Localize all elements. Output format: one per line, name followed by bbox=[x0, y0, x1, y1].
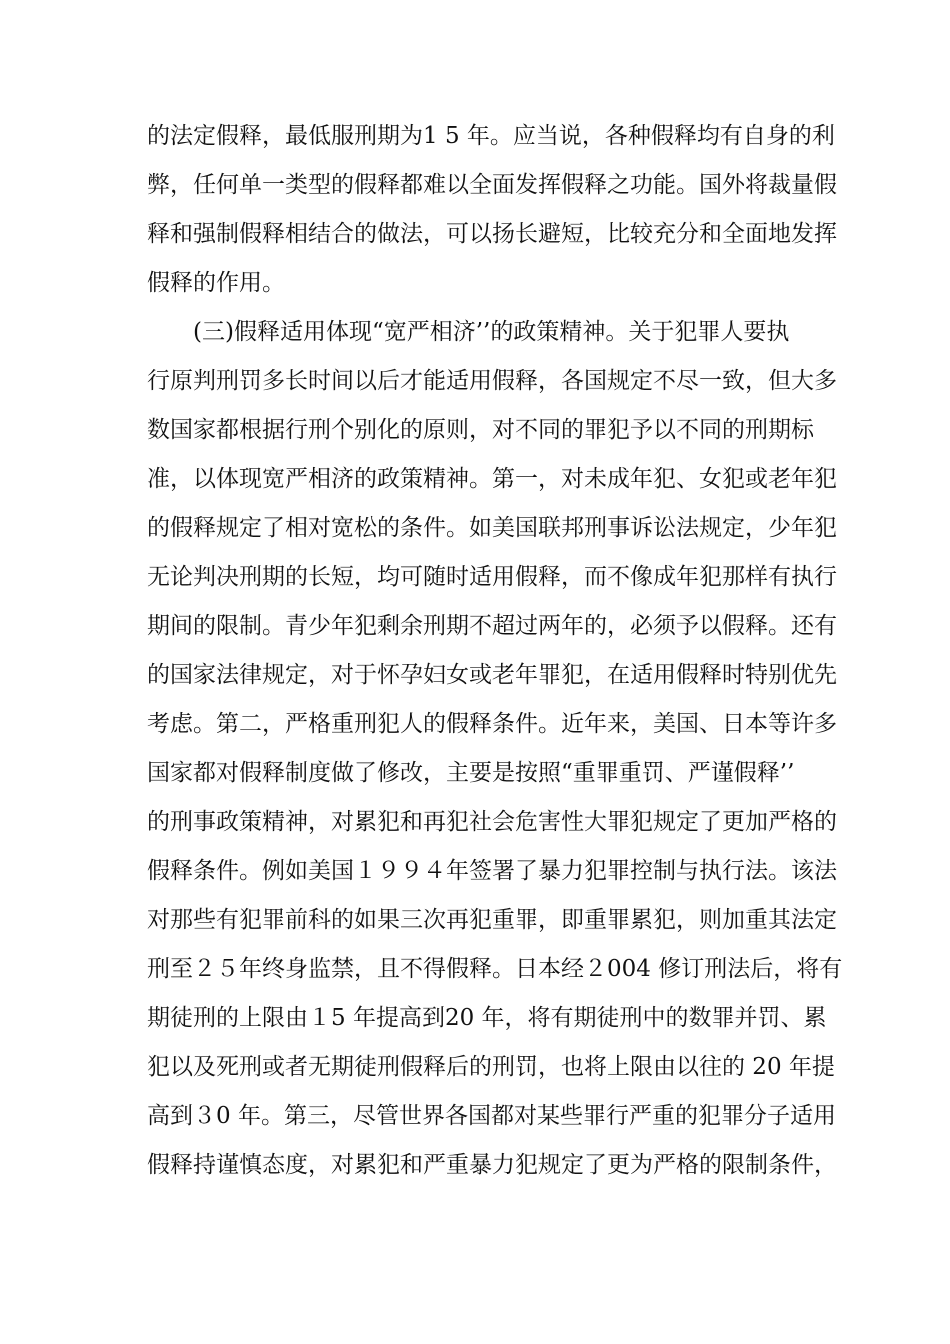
text-line: 刑至２５年终身监禁，且不得假释。日本经２004 修订刑法后，将有 bbox=[147, 956, 843, 982]
text-line: 假释的作用。 bbox=[147, 270, 285, 296]
body-text bbox=[147, 112, 843, 1190]
paragraph-first-line: (三)假释适用体现“宽严相济’’的政策精神。关于犯罪人要执 bbox=[193, 319, 790, 345]
text-line: 的法定假释，最低服刑期为1 5 年。应当说，各种假释均有自身的利 bbox=[147, 123, 835, 149]
text-line: 弊，任何单一类型的假释都难以全面发挥假释之功能。国外将裁量假 bbox=[147, 172, 837, 198]
text-line: 行原判刑罚多长时间以后才能适用假释，各国规定不尽一致，但大多 bbox=[147, 368, 837, 394]
text-line: 国家都对假释制度做了修改，主要是按照“重罪重罚、严谨假释’’ bbox=[147, 760, 795, 786]
text-line: 对那些有犯罪前科的如果三次再犯重罪，即重罪累犯，则加重其法定 bbox=[147, 907, 837, 933]
text-line: 的国家法律规定，对于怀孕妇女或老年罪犯，在适用假释时特别优先 bbox=[147, 662, 837, 688]
text-line: 考虑。第二，严格重刑犯人的假释条件。近年来，美国、日本等许多 bbox=[147, 711, 837, 737]
text-line: 释和强制假释相结合的做法，可以扬长避短，比较充分和全面地发挥 bbox=[147, 221, 837, 247]
text-line: 无论判决刑期的长短，均可随时适用假释，而不像成年犯那样有执行 bbox=[147, 564, 837, 590]
text-line: 假释持谨慎态度，对累犯和严重暴力犯规定了更为严格的限制条件， bbox=[147, 1152, 837, 1178]
text-line: 犯以及死刑或者无期徒刑假释后的刑罚，也将上限由以往的 20 年提 bbox=[147, 1054, 835, 1080]
text-line: 期间的限制。青少年犯剩余刑期不超过两年的，必须予以假释。还有 bbox=[147, 613, 837, 639]
text-line: 的假释规定了相对宽松的条件。如美国联邦刑事诉讼法规定，少年犯 bbox=[147, 515, 837, 541]
text-line: 高到３0 年。第三，尽管世界各国都对某些罪行严重的犯罪分子适用 bbox=[147, 1103, 836, 1129]
text-line: 数国家都根据行刑个别化的原则，对不同的罪犯予以不同的刑期标 bbox=[147, 417, 814, 443]
text-line: 期徒刑的上限由１5 年提高到20 年，将有期徒刑中的数罪并罚、累 bbox=[147, 1005, 827, 1031]
text-line: 假释条件。例如美国１９９４年签署了暴力犯罪控制与执行法。该法 bbox=[147, 858, 837, 884]
text-line: 的刑事政策精神，对累犯和再犯社会危害性大罪犯规定了更加严格的 bbox=[147, 809, 837, 835]
text-line: 准，以体现宽严相济的政策精神。第一，对未成年犯、女犯或老年犯 bbox=[147, 466, 837, 492]
